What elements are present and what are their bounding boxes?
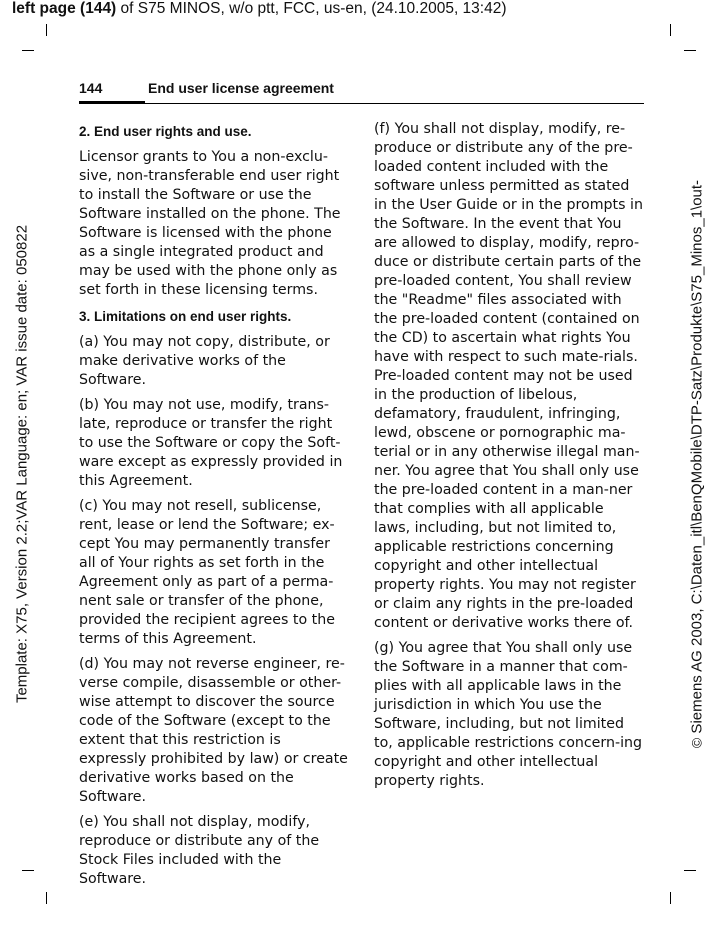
section-heading-rights: 2. End user rights and use. <box>79 124 252 139</box>
print-header <box>12 0 712 18</box>
template-info: Template: X75, Version 2.2;VAR Language: en; VAR issue date: 050822 <box>13 224 31 704</box>
limitation-e: (e) You shall not display, modify, reproduce or distribute any of the Stock Files included with the Software. <box>79 814 320 887</box>
limitation-c: (c) You may not resell, sublicense, rent, lease or lend the Software; ex-cept You may permanently transfer all of Your rights as set forth in the Agreement only as part of a perma-nent sale or transfer of the phone, provided the recipient agrees to the terms of this Agreement. <box>79 498 335 647</box>
page-number: 144 <box>79 80 103 96</box>
crop-mark-top-left-v <box>46 24 47 36</box>
print-header-page-ref: left page (144) <box>12 0 117 17</box>
crop-mark-top-left-h <box>22 50 34 51</box>
limitation-d: (d) You may not reverse engineer, re-verse compile, disassemble or other-wise attempt to discover the source code of the Software (except to the extent that this restriction is expressly prohibited by law) or create derivative works based on the Software. <box>79 656 348 805</box>
crop-mark-bottom-right-h <box>684 870 696 871</box>
header-rule-thick <box>79 101 145 104</box>
copyright-symbol: © <box>688 737 705 749</box>
limitation-g: (g) You agree that You shall only use the Software in a manner that com-plies with all applicable laws in the jurisdiction in which You use the Software, including, but not limited to, applicable restrictions concern-ing copyright and other intellectual property rights. <box>374 640 643 789</box>
section-heading-limitations: 3. Limitations on end user rights. <box>79 309 292 324</box>
right-column <box>374 120 644 797</box>
print-header-details: of S75 MINOS, w/o ptt, FCC, us-en, (24.10.2005, 13:42) <box>116 0 507 17</box>
left-column <box>79 120 349 895</box>
rights-paragraph: Licensor grants to You a non-exclu-sive, non-transferable end user right to install the Software or use the Software installed on the phone. The Software is licensed with the phone as a single integrated product and may be used with the phone only as set forth in these licensing terms. <box>79 149 341 298</box>
header-rule-thin <box>145 103 644 104</box>
crop-mark-bottom-left-h <box>22 870 34 871</box>
limitation-b: (b) You may not use, modify, trans-late, reproduce or transfer the right to use the Software or copy the Soft-ware except as expressly provided in this Agreement. <box>79 397 343 489</box>
crop-mark-top-right-v <box>670 24 671 36</box>
copyright-path-text: Siemens AG 2003, C:\Daten_itl\BenQMobile\DTP-Satz\Produkte\S75_Minos_1\out- <box>688 179 706 738</box>
crop-mark-top-right-h <box>684 50 696 51</box>
limitation-f: (f) You shall not display, modify, re-produce or distribute any of the pre-loaded content included with the software unless permitted as stated in the User Guide or in the prompts in the Software. In the event that You are allowed to display, modify, repro-duce or distribute certain parts of the pre-loaded content, You shall review the "Readme" files associated with the pre-loaded content (contained on the CD) to ascertain what rights You have with respect to such mate-rials. Pre-loaded content may not be used in the production of libelous, defamatory, fraudulent, infringing, lewd, obscene or pornographic ma-terial or in any otherwise illegal man-ner. You agree that You shall only use the pre-loaded content in a man-ner that complies with all applicable laws, including, but not limited to, applicable restrictions concerning copyright and other intellectual property rights. You may not register or claim any rights in the pre-loaded content or derivative works there of. <box>374 121 643 631</box>
crop-mark-bottom-left-v <box>46 892 47 904</box>
crop-mark-bottom-right-v <box>670 892 671 904</box>
copyright-path <box>689 180 706 748</box>
limitation-a: (a) You may not copy, distribute, or make derivative works of the Software. <box>79 334 330 388</box>
page-title: End user license agreement <box>148 80 334 96</box>
